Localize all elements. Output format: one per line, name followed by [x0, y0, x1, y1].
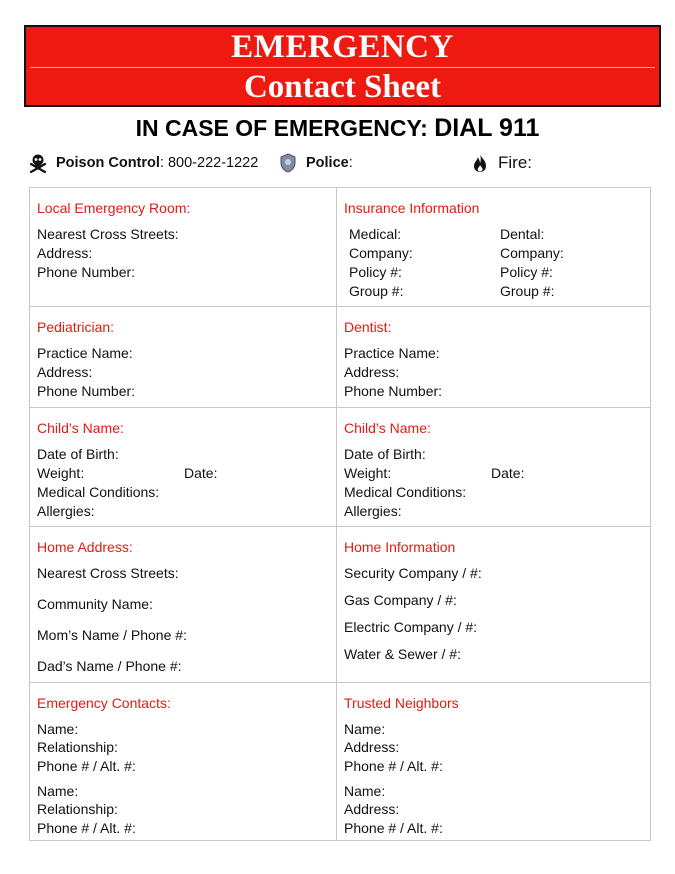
section-heading: Child’s Name:	[344, 420, 431, 436]
fire-label: Fire:	[498, 153, 532, 172]
field-gas-company: Gas Company / #:	[344, 592, 457, 608]
field-name: Name:	[37, 721, 79, 737]
field-dental-group: Group #:	[500, 283, 555, 299]
section-heading: Local Emergency Room:	[37, 200, 191, 216]
section-heading: Dentist:	[344, 319, 392, 335]
field-date: Date:	[184, 465, 218, 481]
field-date: Date:	[491, 465, 525, 481]
poison-control-label: Poison Control	[56, 155, 160, 171]
flame-icon	[470, 153, 492, 173]
field-address: Address:	[344, 801, 400, 817]
skull-crossbones-icon	[28, 153, 50, 173]
home-address-section	[30, 527, 337, 683]
field-practice-name: Practice Name:	[37, 345, 133, 361]
field-relationship: Relationship:	[37, 801, 118, 817]
field-dental: Dental:	[500, 226, 545, 242]
field-weight: Weight:	[37, 465, 85, 481]
field-dental-policy: Policy #:	[500, 264, 553, 280]
field-phone-alt: Phone # / Alt. #:	[37, 820, 136, 836]
field-address: Address:	[344, 739, 400, 755]
dial-number: DIAL 911	[434, 114, 540, 142]
section-heading: Insurance Information	[344, 200, 480, 216]
field-phone-number: Phone Number:	[37, 383, 136, 399]
field-medical-conditions: Medical Conditions:	[344, 484, 467, 500]
home-information-section	[337, 527, 650, 683]
field-community-name: Community Name:	[37, 596, 153, 612]
poison-control-line	[28, 153, 258, 173]
field-name: Name:	[344, 721, 386, 737]
field-medical-company: Company:	[349, 245, 413, 261]
fire-line	[470, 153, 532, 173]
field-water-sewer: Water & Sewer / #:	[344, 646, 461, 662]
section-heading: Pediatrician:	[37, 319, 115, 335]
title-line-1: EMERGENCY	[231, 29, 454, 65]
field-medical-policy: Policy #:	[349, 264, 402, 280]
field-practice-name: Practice Name:	[344, 345, 440, 361]
police-line	[278, 153, 353, 173]
field-relationship: Relationship:	[37, 739, 118, 755]
police-badge-icon	[278, 153, 300, 173]
section-heading: Trusted Neighbors	[344, 695, 459, 711]
field-date-of-birth: Date of Birth:	[344, 446, 426, 462]
police-label: Police	[306, 155, 349, 171]
section-heading: Emergency Contacts:	[37, 695, 171, 711]
field-allergies: Allergies:	[344, 503, 402, 519]
insurance-information-section	[337, 188, 650, 307]
hotline-row	[0, 153, 675, 177]
dial-911-heading	[0, 114, 675, 143]
poison-control-number: : 800-222-1222	[159, 155, 259, 171]
pediatrician-section	[30, 307, 337, 408]
field-allergies: Allergies:	[37, 503, 95, 519]
trusted-neighbors-section	[337, 683, 650, 840]
field-phone-number: Phone Number:	[37, 264, 136, 280]
field-medical-conditions: Medical Conditions:	[37, 484, 160, 500]
field-nearest-cross-streets: Nearest Cross Streets:	[37, 226, 179, 242]
field-dental-company: Company:	[500, 245, 564, 261]
section-heading: Child’s Name:	[37, 420, 124, 436]
child-1-section	[30, 408, 337, 527]
dial-prefix: IN CASE OF EMERGENCY:	[135, 115, 428, 141]
field-name: Name:	[37, 783, 79, 799]
field-date-of-birth: Date of Birth:	[37, 446, 119, 462]
field-phone-alt: Phone # / Alt. #:	[37, 758, 136, 774]
field-weight: Weight:	[344, 465, 392, 481]
emergency-contacts-section	[30, 683, 337, 840]
field-address: Address:	[344, 364, 400, 380]
title-banner	[24, 25, 661, 107]
field-medical: Medical:	[349, 226, 402, 242]
contact-grid	[29, 187, 651, 841]
field-security-company: Security Company / #:	[344, 565, 482, 581]
field-address: Address:	[37, 364, 93, 380]
field-address: Address:	[37, 245, 93, 261]
field-moms-name-phone: Mom’s Name / Phone #:	[37, 627, 187, 643]
police-number: :	[348, 155, 353, 171]
section-heading: Home Information	[344, 539, 456, 555]
field-dads-name-phone: Dad’s Name / Phone #:	[37, 658, 182, 674]
field-phone-number: Phone Number:	[344, 383, 443, 399]
field-nearest-cross-streets: Nearest Cross Streets:	[37, 565, 179, 581]
field-medical-group: Group #:	[349, 283, 404, 299]
field-electric-company: Electric Company / #:	[344, 619, 478, 635]
child-2-section	[337, 408, 650, 527]
banner-divider	[30, 67, 655, 68]
dentist-section	[337, 307, 650, 408]
field-phone-alt: Phone # / Alt. #:	[344, 758, 443, 774]
field-name: Name:	[344, 783, 386, 799]
section-heading: Home Address:	[37, 539, 133, 555]
local-emergency-room-section	[30, 188, 337, 307]
title-line-2: Contact Sheet	[243, 69, 442, 105]
field-phone-alt: Phone # / Alt. #:	[344, 820, 443, 836]
